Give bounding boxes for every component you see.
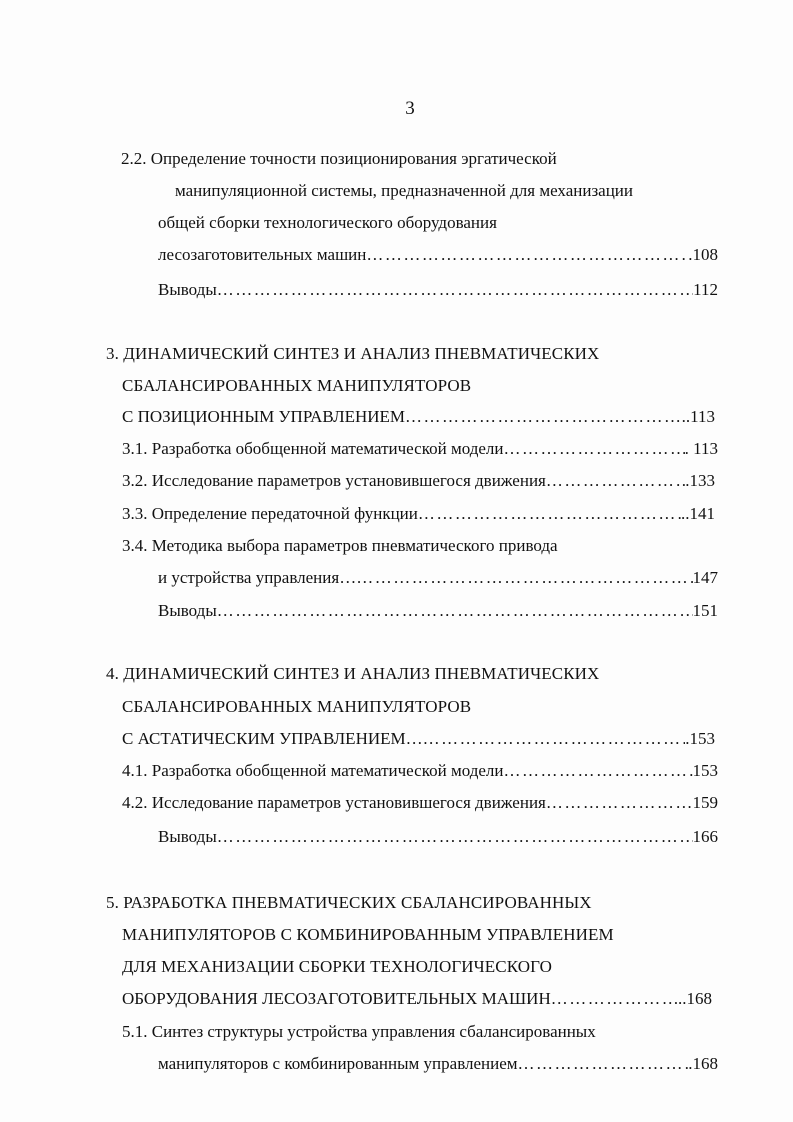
toc-chapter-5-line2: МАНИПУЛЯТОРОВ С КОМБИНИРОВАННЫМ УПРАВЛЕНИЕМ (122, 925, 614, 944)
toc-page-number: .153 (685, 729, 715, 748)
dot-leader (546, 792, 693, 814)
page-number: 3 (405, 98, 415, 119)
toc-entry-text: С АСТАТИЧЕСКИМ УПРАВЛЕНИЕМ… (122, 729, 423, 748)
toc-page-number: .133 (685, 471, 715, 490)
toc-page-number: ..141 (681, 504, 715, 523)
toc-page-number: .168 (688, 1054, 718, 1073)
toc-entry-text: Выводы (158, 280, 217, 299)
toc-entry-2-2-line2: манипуляционной системы, предназначенной для механизации (175, 181, 633, 200)
dot-leader (405, 406, 682, 428)
toc-entry-3-4-line1: 3.4. Методика выбора параметров пневматического привода (122, 536, 558, 555)
toc-entry-4-1[interactable] (122, 760, 718, 782)
dot-leader (551, 988, 678, 1010)
toc-page-number: 112 (693, 280, 718, 299)
toc-entry-3-2[interactable] (122, 470, 715, 492)
toc-entry-text: Выводы (158, 827, 217, 846)
toc-entry-4-2[interactable] (122, 792, 718, 814)
toc-page-number: 159 (692, 793, 718, 812)
toc-entry-text: С ПОЗИЦИОННЫМ УПРАВЛЕНИЕМ (122, 407, 406, 426)
toc-chapter-3-line3[interactable] (122, 406, 715, 428)
toc-page-number: . 113 (684, 439, 718, 458)
dot-leader (217, 600, 693, 622)
toc-entry-text: ОБОРУДОВАНИЯ ЛЕСОЗАГОТОВИТЕЛЬНЫХ МАШИН (122, 989, 551, 1008)
dot-leader (423, 728, 686, 750)
toc-page-number: 153 (692, 761, 718, 780)
toc-entry-text: 4.1. Разработка обобщенной математической модели (122, 761, 504, 780)
toc-entry-text: Выводы (158, 601, 217, 620)
toc-entry-2-2-line4[interactable] (158, 244, 718, 266)
toc-page-number: 151 (692, 601, 718, 620)
toc-chapter-5-line3: ДЛЯ МЕХАНИЗАЦИИ СБОРКИ ТЕХНОЛОГИЧЕСКОГО (122, 957, 552, 976)
toc-page-number: 166 (692, 827, 718, 846)
toc-entry-3-4-line2[interactable] (158, 567, 718, 589)
toc-entry-2-2-line3: общей сборки технологического оборудования (158, 213, 497, 232)
toc-entry-2-2-conclusions[interactable] (158, 279, 718, 301)
dot-leader (418, 503, 681, 525)
toc-entry-2-2-line1: 2.2. Определение точности позиционирования эргатической (121, 149, 557, 168)
toc-entry-text: 3.2. Исследование параметров установившегося движения (122, 471, 546, 490)
dot-leader (366, 244, 688, 266)
toc-chapter-5-line4[interactable] (122, 988, 712, 1010)
toc-page-number: ..168 (678, 989, 712, 1008)
dot-leader (217, 826, 693, 848)
toc-entry-5-1-line1: 5.1. Синтез структуры устройства управления сбалансированных (122, 1022, 596, 1041)
dot-leader (217, 279, 693, 301)
dot-leader (546, 470, 685, 492)
dot-leader (504, 760, 693, 782)
toc-page-number: .108 (688, 245, 718, 264)
toc-chapter-4-line3[interactable] (122, 728, 715, 750)
toc-entry-text: 3.1. Разработка обобщенной математической модели (122, 439, 504, 458)
toc-chapter-3-line1: 3. ДИНАМИЧЕСКИЙ СИНТЕЗ И АНАЛИЗ ПНЕВМАТИЧЕСКИХ (106, 344, 600, 363)
toc-entry-3-3[interactable] (122, 503, 715, 525)
toc-chapter-4-line1: 4. ДИНАМИЧЕСКИЙ СИНТЕЗ И АНАЛИЗ ПНЕВМАТИЧЕСКИХ (106, 664, 600, 683)
toc-entry-text: 4.2. Исследование параметров установившегося движения (122, 793, 546, 812)
toc-entry-text: 3.3. Определение передаточной функции (122, 504, 418, 523)
toc-entry-5-1-line2[interactable] (158, 1053, 718, 1075)
dot-leader (518, 1053, 689, 1075)
dot-leader (356, 567, 692, 589)
toc-page-number: ..113 (681, 407, 715, 426)
toc-chapter-5-line1: 5. РАЗРАБОТКА ПНЕВМАТИЧЕСКИХ СБАЛАНСИРОВАННЫХ (106, 893, 592, 912)
toc-entry-text: лесозаготовительных машин (158, 245, 367, 264)
toc-entry-text: и устройства управления… (158, 568, 357, 587)
toc-chapter-4-line2: СБАЛАНСИРОВАННЫХ МАНИПУЛЯТОРОВ (122, 697, 472, 716)
toc-page-number: 147 (692, 568, 718, 587)
toc-entry-text: манипуляторов с комбинированным управлением (158, 1054, 518, 1073)
toc-entry-3-1[interactable] (122, 438, 718, 460)
toc-chapter-3-conclusions[interactable] (158, 600, 718, 622)
toc-chapter-4-conclusions[interactable] (158, 826, 718, 848)
toc-chapter-3-line2: СБАЛАНСИРОВАННЫХ МАНИПУЛЯТОРОВ (122, 376, 472, 395)
dot-leader (504, 438, 685, 460)
